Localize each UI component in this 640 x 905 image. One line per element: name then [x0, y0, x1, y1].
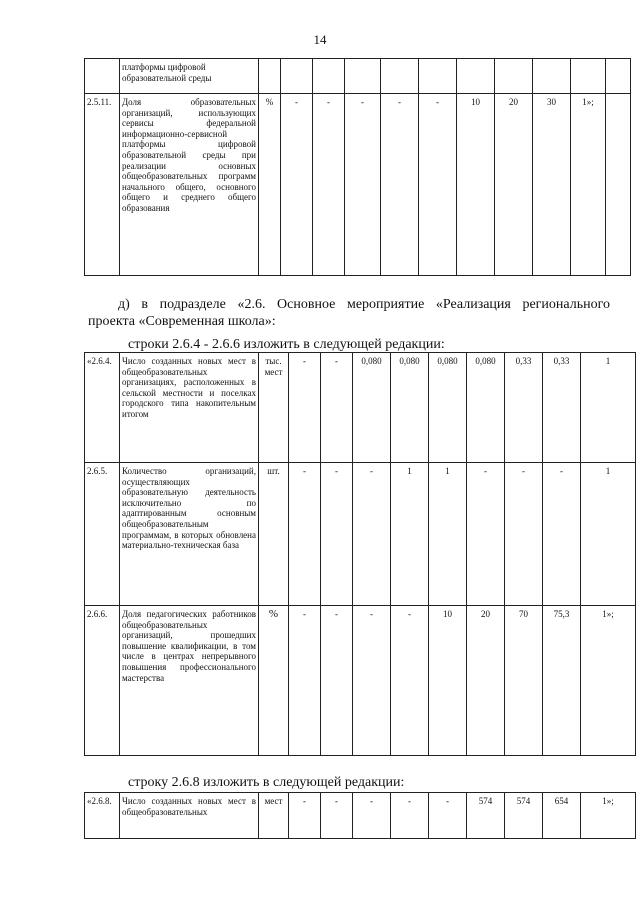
table-row — [85, 606, 636, 756]
row-value: - — [321, 353, 353, 463]
row-value: - — [289, 793, 321, 839]
row-value — [571, 59, 606, 94]
row-value: 0,080 — [467, 353, 505, 463]
row-indicator-name: Число созданных новых мест в общеобразовательных организациях, расположенных в сельской местности и поселках городского типа накопительным итогом — [120, 353, 259, 463]
row-value: 0,080 — [353, 353, 391, 463]
row-value: - — [313, 94, 345, 276]
row-number: 2.5.11. — [85, 94, 120, 276]
row-indicator-name: Число созданных новых мест в общеобразовательных — [120, 793, 259, 839]
paragraph-d — [88, 296, 610, 313]
row-value — [281, 59, 313, 94]
indicators-table-2 — [84, 352, 636, 756]
row-value: - — [353, 793, 391, 839]
row-value — [533, 59, 571, 94]
row-value — [345, 59, 381, 94]
row-value: 20 — [495, 94, 533, 276]
row-unit: % — [259, 606, 289, 756]
row-value: - — [381, 94, 419, 276]
row-unit — [259, 59, 281, 94]
indicators-table-3 — [84, 792, 636, 839]
row-value: 1»; — [581, 606, 636, 756]
row-value: - — [289, 353, 321, 463]
row-unit: тыс. мест — [259, 353, 289, 463]
table-row — [85, 793, 636, 839]
row-value: - — [353, 606, 391, 756]
row-value: - — [345, 94, 381, 276]
row-value: - — [281, 94, 313, 276]
paragraph-d-line2: проекта «Современная школа»: — [88, 314, 276, 329]
row-value: - — [467, 463, 505, 606]
row-unit: % — [259, 94, 281, 276]
row-number: «2.6.8. — [85, 793, 120, 839]
row-value: - — [419, 94, 457, 276]
row-value: 1»; — [571, 94, 606, 276]
row-value: - — [321, 606, 353, 756]
row-unit: шт. — [259, 463, 289, 606]
row-value: - — [321, 463, 353, 606]
row-value: 654 — [543, 793, 581, 839]
row-value: - — [505, 463, 543, 606]
indicators-table-1 — [84, 58, 631, 276]
row-value — [313, 59, 345, 94]
row-value: - — [391, 606, 429, 756]
row-value: 70 — [505, 606, 543, 756]
row-indicator-name: Количество организаций, осуществляющих образовательную деятельность исключительно по адаптированным основным общеобразовательным программам, в которых обновлена материально-техническая база — [120, 463, 259, 606]
row-value — [606, 94, 631, 276]
row-value: 574 — [467, 793, 505, 839]
row-value: - — [429, 793, 467, 839]
row-value: 1 — [429, 463, 467, 606]
row-value: 20 — [467, 606, 505, 756]
row-value: 1 — [581, 353, 636, 463]
row-value: 0,080 — [429, 353, 467, 463]
row-number: 2.6.5. — [85, 463, 120, 606]
row-value: - — [353, 463, 391, 606]
row-value: 75,3 — [543, 606, 581, 756]
row-value — [419, 59, 457, 94]
row-value: 1»; — [581, 793, 636, 839]
row-value: - — [543, 463, 581, 606]
row-value: 574 — [505, 793, 543, 839]
row-value: - — [321, 793, 353, 839]
paragraph-d-line1: д) в подразделе «2.6. Основное мероприятие «Реализация регионального — [118, 297, 610, 312]
row-indicator-name: Доля педагогических работников общеобразовательных организаций, прошедших повышение квалификации, в том числе в центрах непрерывного повышения профессионального мастерства — [120, 606, 259, 756]
paragraph-rows-2-6-4: строки 2.6.4 - 2.6.6 изложить в следующей редакции: — [128, 337, 445, 352]
row-value: 0,33 — [505, 353, 543, 463]
row-value: - — [289, 463, 321, 606]
page-number: 14 — [313, 32, 327, 47]
row-value: 0,33 — [543, 353, 581, 463]
row-value — [381, 59, 419, 94]
row-value: 1 — [391, 463, 429, 606]
row-indicator-name: платформы цифровой образовательной среды — [120, 59, 259, 94]
row-value: 10 — [457, 94, 495, 276]
row-value: 1 — [581, 463, 636, 606]
row-indicator-name: Доля образовательных организаций, использующих сервисы федеральной информационно-сервисной платформы цифровой образовательной среды при реализации основных общеобразовательных программ начального общего, основного общего и среднего общего образования — [120, 94, 259, 276]
row-value: 0,080 — [391, 353, 429, 463]
row-value: 30 — [533, 94, 571, 276]
row-value — [495, 59, 533, 94]
table-row — [85, 353, 636, 463]
table-row — [85, 463, 636, 606]
row-number — [85, 59, 120, 94]
paragraph-row-2-6-8: строку 2.6.8 изложить в следующей редакции: — [128, 775, 405, 790]
row-value: 10 — [429, 606, 467, 756]
row-value — [606, 59, 631, 94]
row-unit: мест — [259, 793, 289, 839]
row-number: «2.6.4. — [85, 353, 120, 463]
table-row — [85, 59, 631, 94]
table-row — [85, 94, 631, 276]
row-value: - — [289, 606, 321, 756]
row-number: 2.6.6. — [85, 606, 120, 756]
row-value: - — [391, 793, 429, 839]
row-value — [457, 59, 495, 94]
